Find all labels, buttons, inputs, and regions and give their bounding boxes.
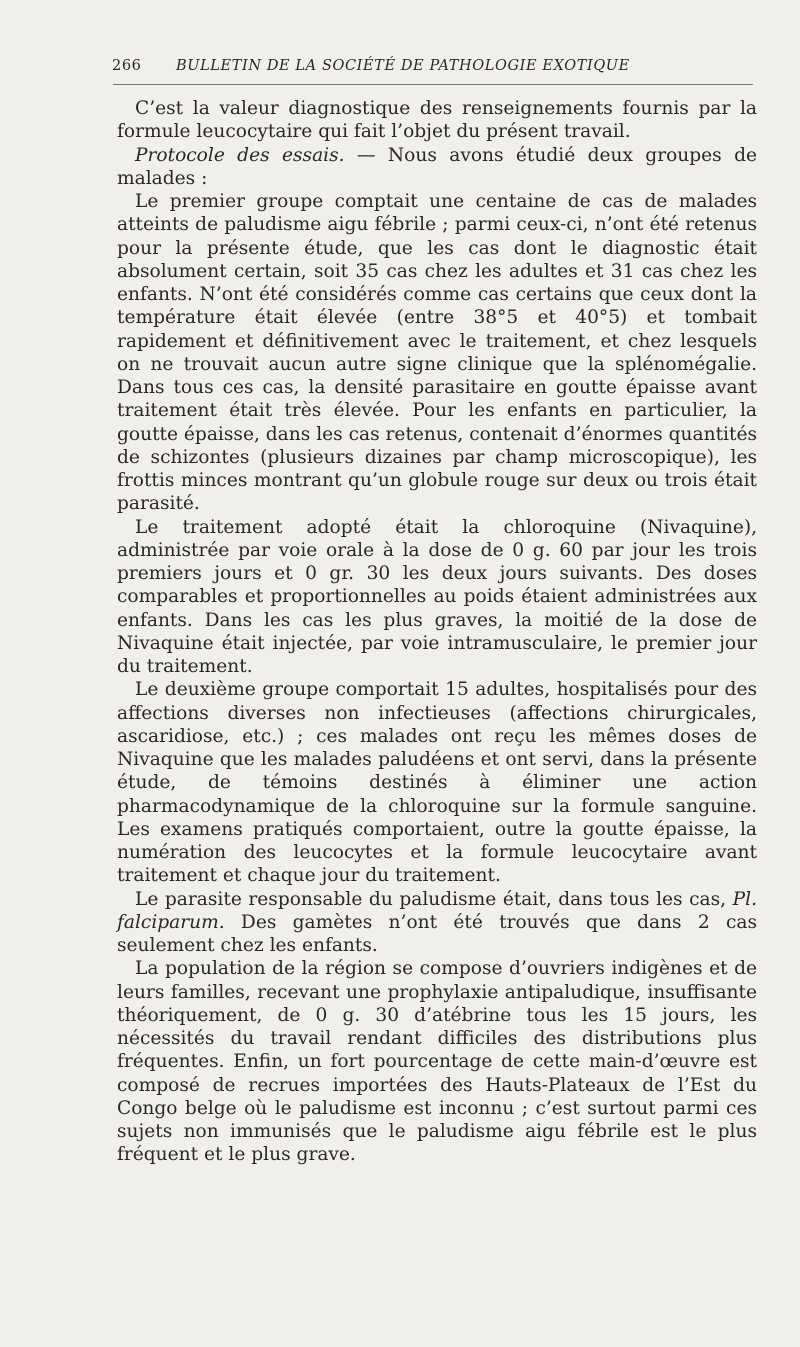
header-rule [113, 84, 753, 85]
paragraph-population: La population de la région se compose d’ouvriers indigènes et de leurs familles, recevant une prophylaxie antipaludique, insuffisante théoriquement, de 0 g. 30 d’atébrine tous les 15 jours, les nécessités du travail rendant difficiles des distributions plus fréquentes. Enfin, un fort pourcentage de cette main-d’œuvre est composé de recrues importées des Hauts-Plateaux de l’Est du Congo belge où le paludisme est inconnu ; c’est surtout parmi ces sujets non immunisés que le paludisme aigu fébrile est le plus fréquent et le plus grave. [117, 958, 757, 1166]
paragraph-first-group: Le premier groupe comptait une centaine de cas de malades atteints de paludisme aigu fébrile ; parmi ceux-ci, n’ont été retenus pour la présente étude, que les cas dont le diagnostic était absolument certain, soit 35 cas chez les adultes et 31 cas chez les enfants. N’ont été considérés comme cas certains que ceux dont la température était élevée (entre 38°5 et 40°5) et tombait rapidement et définitivement avec le traitement, et chez lesquels on ne trouvait aucun autre signe clinique que la splénomégalie. Dans tous ces cas, la densité parasitaire en goutte épaisse avant traitement était très élevée. Pour les enfants en particulier, la goutte épaisse, dans les cas retenus, contenait d’énormes quantités de schizontes (plusieurs dizaines par champ microscopique), les frottis minces montrant qu’un globule rouge sur deux ou trois était parasité. [117, 191, 758, 515]
parasite-text-end: Des gamètes n’ont été trouvés que dans 2 cas seulement chez les enfants. [117, 911, 757, 956]
running-title: BULLETIN DE LA SOCIÉTÉ DE PATHOLOGIE EXOTIQUE [176, 58, 630, 74]
protocol-heading: Protocole des essais. [135, 144, 345, 166]
paragraph-treatment: Le traitement adopté était la chloroquine (Nivaquine), administrée par voie orale à la dose de 0 g. 60 par jour les trois premiers jours et 0 gr. 30 les deux jours suivants. Des doses comparables et proportionnelles au poids étaient administrées aux enfants. Dans les cas les plus graves, la moitié de la dose de Nivaquine était injectée, par voie intramusculaire, le premier jour du traitement. [117, 516, 757, 677]
paragraph-second-group: Le deuxième groupe comportait 15 adultes, hospitalisés pour des affections diverses non infectieuses (affections chirurgicales, ascaridiose, etc.) ; ces malades ont reçu les mêmes doses de Nivaquine que les malades paludéens et ont servi, dans la présente étude, de témoins destinés à éliminer une action pharmacodynamique de la chloroquine sur la formule sanguine. Les examens pratiqués comportaient, outre la goutte épaisse, la numération des leucocytes et la formule leucocytaire avant traitement et chaque jour du traitement. [117, 679, 757, 887]
parasite-text-start: Le parasite responsable du paludisme était, dans tous les cas, [135, 888, 733, 910]
paragraph-intro: C’est la valeur diagnostique des renseignements fournis par la formule leucocytaire qui fait l’objet du présent travail. [117, 98, 757, 143]
body-text [117, 97, 757, 1167]
page-number: 266 [112, 58, 142, 74]
running-header [112, 58, 757, 80]
paragraph-parasite [117, 888, 757, 958]
paragraph-protocol [117, 144, 757, 191]
parasite-species: Pl. falciparum. [117, 888, 757, 933]
protocol-text: — Nous avons étudié deux groupes de malades : [117, 144, 757, 189]
